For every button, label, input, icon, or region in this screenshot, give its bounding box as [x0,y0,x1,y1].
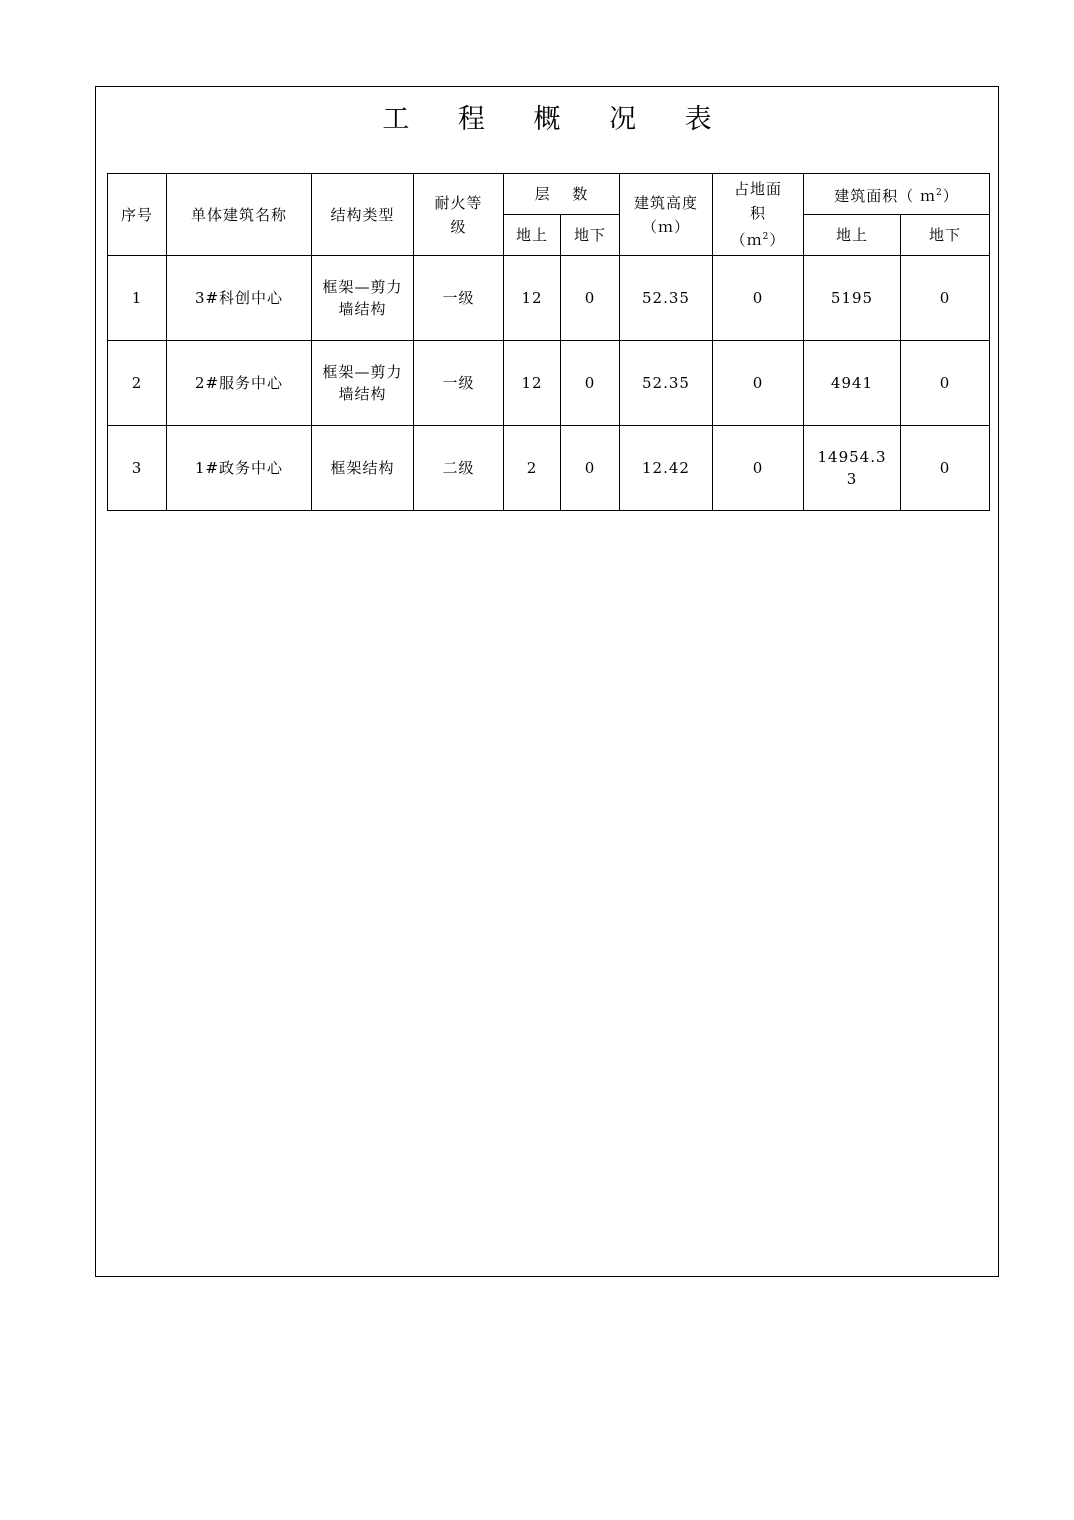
cell-floors-below: 0 [561,426,620,511]
header-area-sup: 2 [936,187,943,198]
cell-floors-above: 2 [504,426,561,511]
cell-structure [312,256,414,341]
cell-floors-below: 0 [561,341,620,426]
cell-area-below: 0 [901,341,990,426]
cell-height: 52.35 [620,256,713,341]
cell-seq: 1 [108,256,167,341]
table-row [108,256,990,341]
header-height [620,174,713,256]
cell-area-above: 5195 [804,256,901,341]
document-frame [95,86,999,1277]
header-floors-below: 地下 [561,215,620,256]
cell-structure-line2: 墙结构 [338,300,387,318]
header-fire-rating [414,174,504,256]
cell-name: 3#科创中心 [167,256,312,341]
cell-area-above-line2: 3 [846,470,858,488]
table-row [108,341,990,426]
cell-area-below: 0 [901,256,990,341]
header-area-label: 建筑面积（ ｍ [834,186,937,205]
header-footprint-unit [713,225,803,252]
cell-floors-above: 12 [504,256,561,341]
header-footprint-unit-sup: 2 [762,232,770,242]
cell-area-above: 4941 [804,341,901,426]
header-floors: 层 数 [504,174,620,215]
header-area [804,174,990,215]
cell-footprint: 0 [713,256,804,341]
cell-fire-rating: 一级 [414,341,504,426]
cell-area-above [804,426,901,511]
cell-structure-line1: 框架—剪力 [322,363,403,381]
cell-name: 2#服务中心 [167,341,312,426]
header-footprint-unit-close: ） [769,231,786,249]
cell-structure-line2: 墙结构 [338,385,387,403]
cell-floors-above: 12 [504,341,561,426]
cell-structure [312,341,414,426]
cell-name: 1#政务中心 [167,426,312,511]
header-structure: 结构类型 [312,174,414,256]
header-height-line1: 建筑高度 [633,193,698,212]
cell-height: 52.35 [620,341,713,426]
cell-height: 12.42 [620,426,713,511]
header-name: 单体建筑名称 [167,174,312,256]
cell-area-below: 0 [901,426,990,511]
cell-fire-rating: 一级 [414,256,504,341]
header-area-below: 地下 [901,215,990,256]
header-area-above: 地上 [804,215,901,256]
header-footprint-line1: 占地面 [733,180,782,198]
cell-footprint: 0 [713,341,804,426]
cell-floors-below: 0 [561,256,620,341]
header-footprint-unit-open: （ｍ [730,231,763,249]
header-seq: 序号 [108,174,167,256]
header-height-line2: （ｍ） [641,217,690,236]
cell-fire-rating: 二级 [414,426,504,511]
cell-footprint: 0 [713,426,804,511]
table-header-row [108,174,990,215]
header-area-close: ） [942,186,959,205]
cell-structure-line1: 框架—剪力 [322,278,403,296]
header-footprint-line2: 积 [749,204,766,222]
page-title: 工 程 概 况 表 [382,104,732,135]
table-row [108,426,990,511]
cell-structure: 框架结构 [312,426,414,511]
cell-seq: 2 [108,341,167,426]
header-floors-above: 地上 [504,215,561,256]
overview-table [107,173,990,511]
cell-area-above-line1: 14954.3 [817,448,887,466]
header-fire-rating-line2: 级 [450,217,467,236]
cell-seq: 3 [108,426,167,511]
header-fire-rating-line1: 耐火等 [434,193,483,212]
header-footprint [713,174,804,256]
